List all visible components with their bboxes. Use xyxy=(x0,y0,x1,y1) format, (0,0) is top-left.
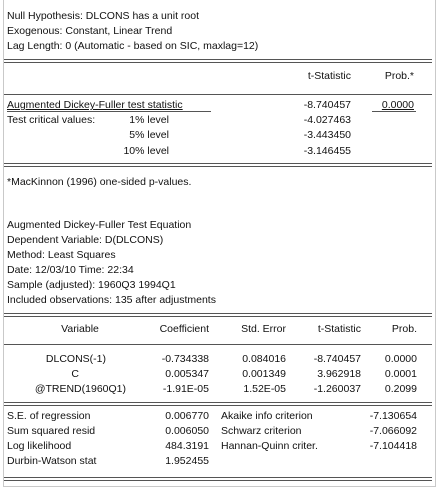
col-tstatistic: t-Statistic xyxy=(317,323,361,335)
divider xyxy=(4,344,432,345)
level-5pct-label: 5% level xyxy=(129,129,169,141)
row-tstatistic: -8.740457 xyxy=(313,353,361,365)
row-std-error: 0.084016 xyxy=(242,353,286,365)
stat-label: Log likelihood xyxy=(7,440,72,452)
stat-value: 0.006770 xyxy=(165,410,209,422)
level-10pct-label: 10% level xyxy=(123,145,169,157)
equation-title: Augmented Dickey-Fuller Test Equation xyxy=(7,219,192,231)
row-prob: 0.2099 xyxy=(384,383,417,395)
col-prob: Prob.* xyxy=(384,70,414,82)
stat-value: 1.952455 xyxy=(165,455,209,467)
adf-stat-value: -8.740457 xyxy=(303,99,351,111)
divider xyxy=(4,402,432,406)
divider xyxy=(4,477,432,481)
row-coefficient: 0.005347 xyxy=(165,368,209,380)
underline xyxy=(372,111,416,112)
method: Method: Least Squares xyxy=(7,249,116,261)
level-1pct-label: 1% level xyxy=(129,114,169,126)
lag-length: Lag Length: 0 (Automatic - based on SIC, maxlag=12) xyxy=(7,40,259,52)
null-hypothesis: Null Hypothesis: DLCONS has a unit root xyxy=(7,10,199,22)
stat-label: Schwarz criterion xyxy=(221,425,302,437)
underline xyxy=(7,111,211,112)
col-prob: Prob. xyxy=(391,323,417,335)
stat-value: 0.006050 xyxy=(165,425,209,437)
row-variable: DLCONS(-1) xyxy=(45,353,106,365)
col-variable: Variable xyxy=(61,323,99,335)
observations: Included observations: 135 after adjustments xyxy=(7,294,216,306)
col-std-error: Std. Error xyxy=(241,323,286,335)
adf-stat-label: Augmented Dickey-Fuller test statistic xyxy=(7,99,183,111)
stat-label: Durbin-Watson stat xyxy=(7,455,97,467)
stat-label: Sum squared resid xyxy=(7,425,96,437)
dependent-variable: Dependent Variable: D(DLCONS) xyxy=(7,234,164,246)
divider xyxy=(4,94,432,95)
stat-label: S.E. of regression xyxy=(7,410,91,422)
divider xyxy=(4,313,432,317)
stat-value: -7.104418 xyxy=(369,440,417,452)
exogenous: Exogenous: Constant, Linear Trend xyxy=(7,25,173,37)
stat-label: Hannan-Quinn criter. xyxy=(221,440,318,452)
row-tstatistic: 3.962918 xyxy=(317,368,361,380)
stat-value: 484.3191 xyxy=(165,440,209,452)
row-tstatistic: -1.260037 xyxy=(313,383,361,395)
crit-label: Test critical values: xyxy=(7,114,96,126)
row-prob: 0.0000 xyxy=(384,353,417,365)
col-tstat: t-Statistic xyxy=(307,70,351,82)
stat-label: Akaike info criterion xyxy=(221,410,313,422)
row-coefficient: -0.734338 xyxy=(161,353,209,365)
col-coefficient: Coefficient xyxy=(159,323,209,335)
row-variable: @TREND(1960Q1) xyxy=(34,383,126,395)
stat-value: -7.066092 xyxy=(369,425,417,437)
divider xyxy=(4,59,432,63)
row-variable: C xyxy=(71,368,79,380)
row-std-error: 1.52E-05 xyxy=(243,383,286,395)
sample: Sample (adjusted): 1960Q3 1994Q1 xyxy=(7,279,176,291)
divider xyxy=(4,163,432,167)
stat-value: -7.130654 xyxy=(369,410,417,422)
level-10pct-value: -3.146455 xyxy=(303,145,351,157)
row-coefficient: -1.91E-05 xyxy=(162,383,209,395)
level-5pct-value: -3.443450 xyxy=(303,129,351,141)
level-1pct-value: -4.027463 xyxy=(303,114,351,126)
adf-stat-prob: 0.0000 xyxy=(381,99,414,111)
row-std-error: 0.001349 xyxy=(242,368,286,380)
date-time: Date: 12/03/10 Time: 22:34 xyxy=(7,264,134,276)
row-prob: 0.0001 xyxy=(384,368,417,380)
footnote: *MacKinnon (1996) one-sided p-values. xyxy=(7,176,192,188)
